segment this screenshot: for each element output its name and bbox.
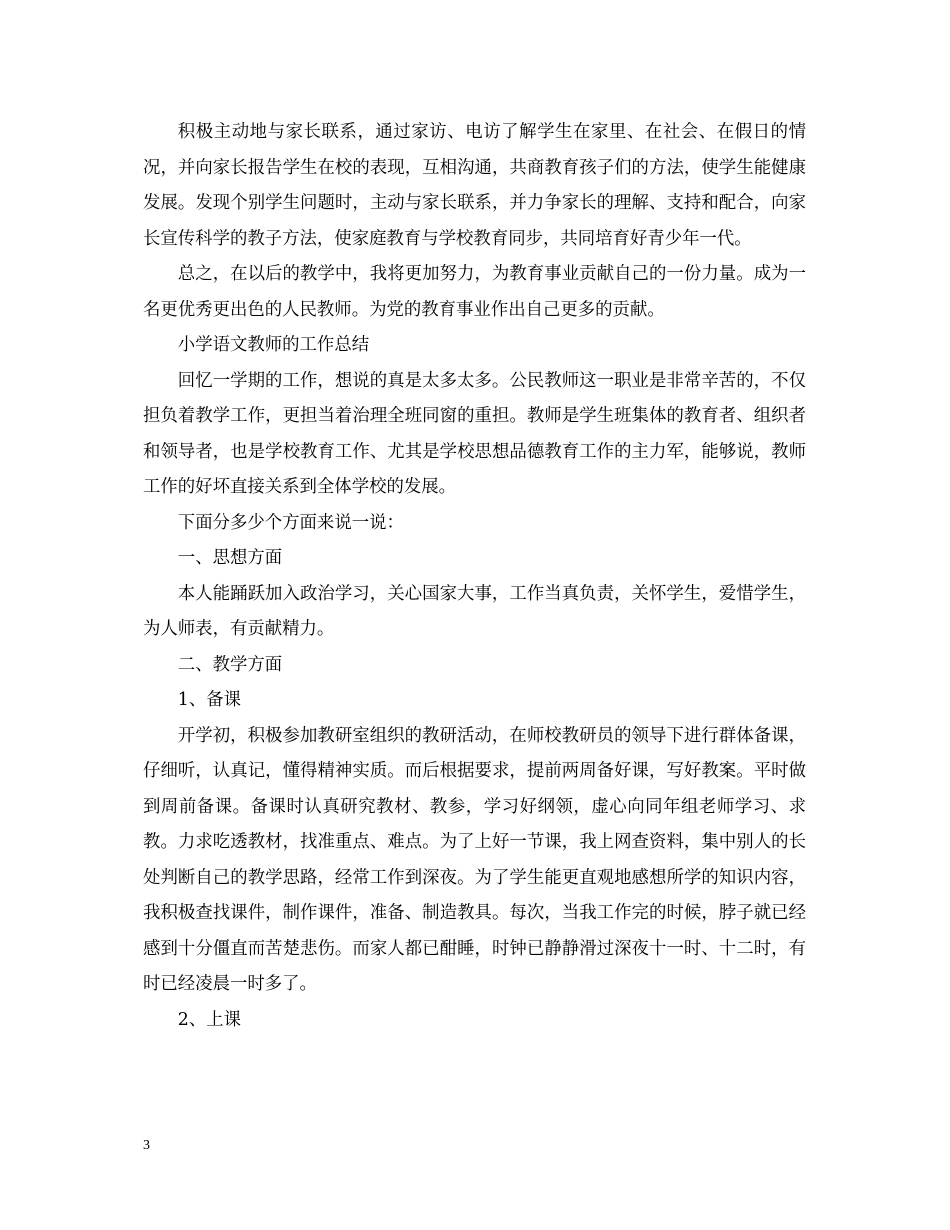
- paragraph-parent-contact: 积极主动地与家长联系，通过家访、电访了解学生在家里、在社会、在假日的情况，并向家长报告学生在校的表现，互相沟通，共商教育孩子们的方法，使学生能健康发展。发现个别学生问题时，主动与家长联系，并力争家长的理解、支持和配合，向家长宣传科学的教子方法，使家庭教育与学校教育同步，共同培育好青少年一代。: [143, 122, 806, 249]
- heading-lesson-prep: 1、备课: [177, 690, 242, 710]
- paragraph-semester-review: 回忆一学期的工作，想说的真是太多太多。公民教师这一职业是非常辛苦的，不仅担负着教学工作，更担当着治理全班同窗的重担。教师是学生班集体的教育者、组织者和领导者，也是学校教育工作、尤其是学校思想品德教育工作的主力军，能够说，教师工作的好坏直接关系到全体学校的发展。: [143, 370, 806, 497]
- document-body: [143, 115, 806, 1038]
- paragraph-conclusion: 总之，在以后的教学中，我将更加努力，为教育事业贡献自己的一份力量。成为一名更优秀更出色的人民教师。为党的教育事业作出自己更多的贡献。: [143, 264, 806, 320]
- heading-teaching-class: 2、上课: [177, 1009, 242, 1030]
- heading-teaching: 二、教学方面: [177, 654, 283, 675]
- heading-ideology: 一、思想方面: [177, 548, 283, 568]
- page-number: 3: [143, 1138, 150, 1153]
- paragraph-intro-aspects: 下面分多少个方面来说一说：: [177, 512, 404, 533]
- paragraph-ideology: 本人能踊跃加入政治学习，关心国家大事，工作当真负责，关怀学生，爱惜学生，为人师表，有贡献精力。: [143, 583, 806, 639]
- paragraph-lesson-prep: 开学初，积极参加教研室组织的教研活动，在师校教研员的领导下进行群体备课，仔细听，认真记，懂得精神实质。而后根据要求，提前两周备好课，写好教案。平时做到周前备课。备课时认真研究教材、教参，学习好纲领，虚心向同年组老师学习、求教。力求吃透教材，找准重点、难点。为了上好一节课，我上网查资料，集中别人的长处判断自己的教学思路，经常工作到深夜。为了学生能更直观地感想所学的知识内容，我积极查找课件，制作课件，准备、制造教具。每次，当我工作完的时候，脖子就已经感到十分僵直而苦楚悲伤。而家人都已酣睡，时钟已静静滑过深夜十一时、十二时，有时已经凌晨一时多了。: [143, 725, 806, 994]
- section-title-work-summary: 小学语文教师的工作总结: [177, 335, 370, 355]
